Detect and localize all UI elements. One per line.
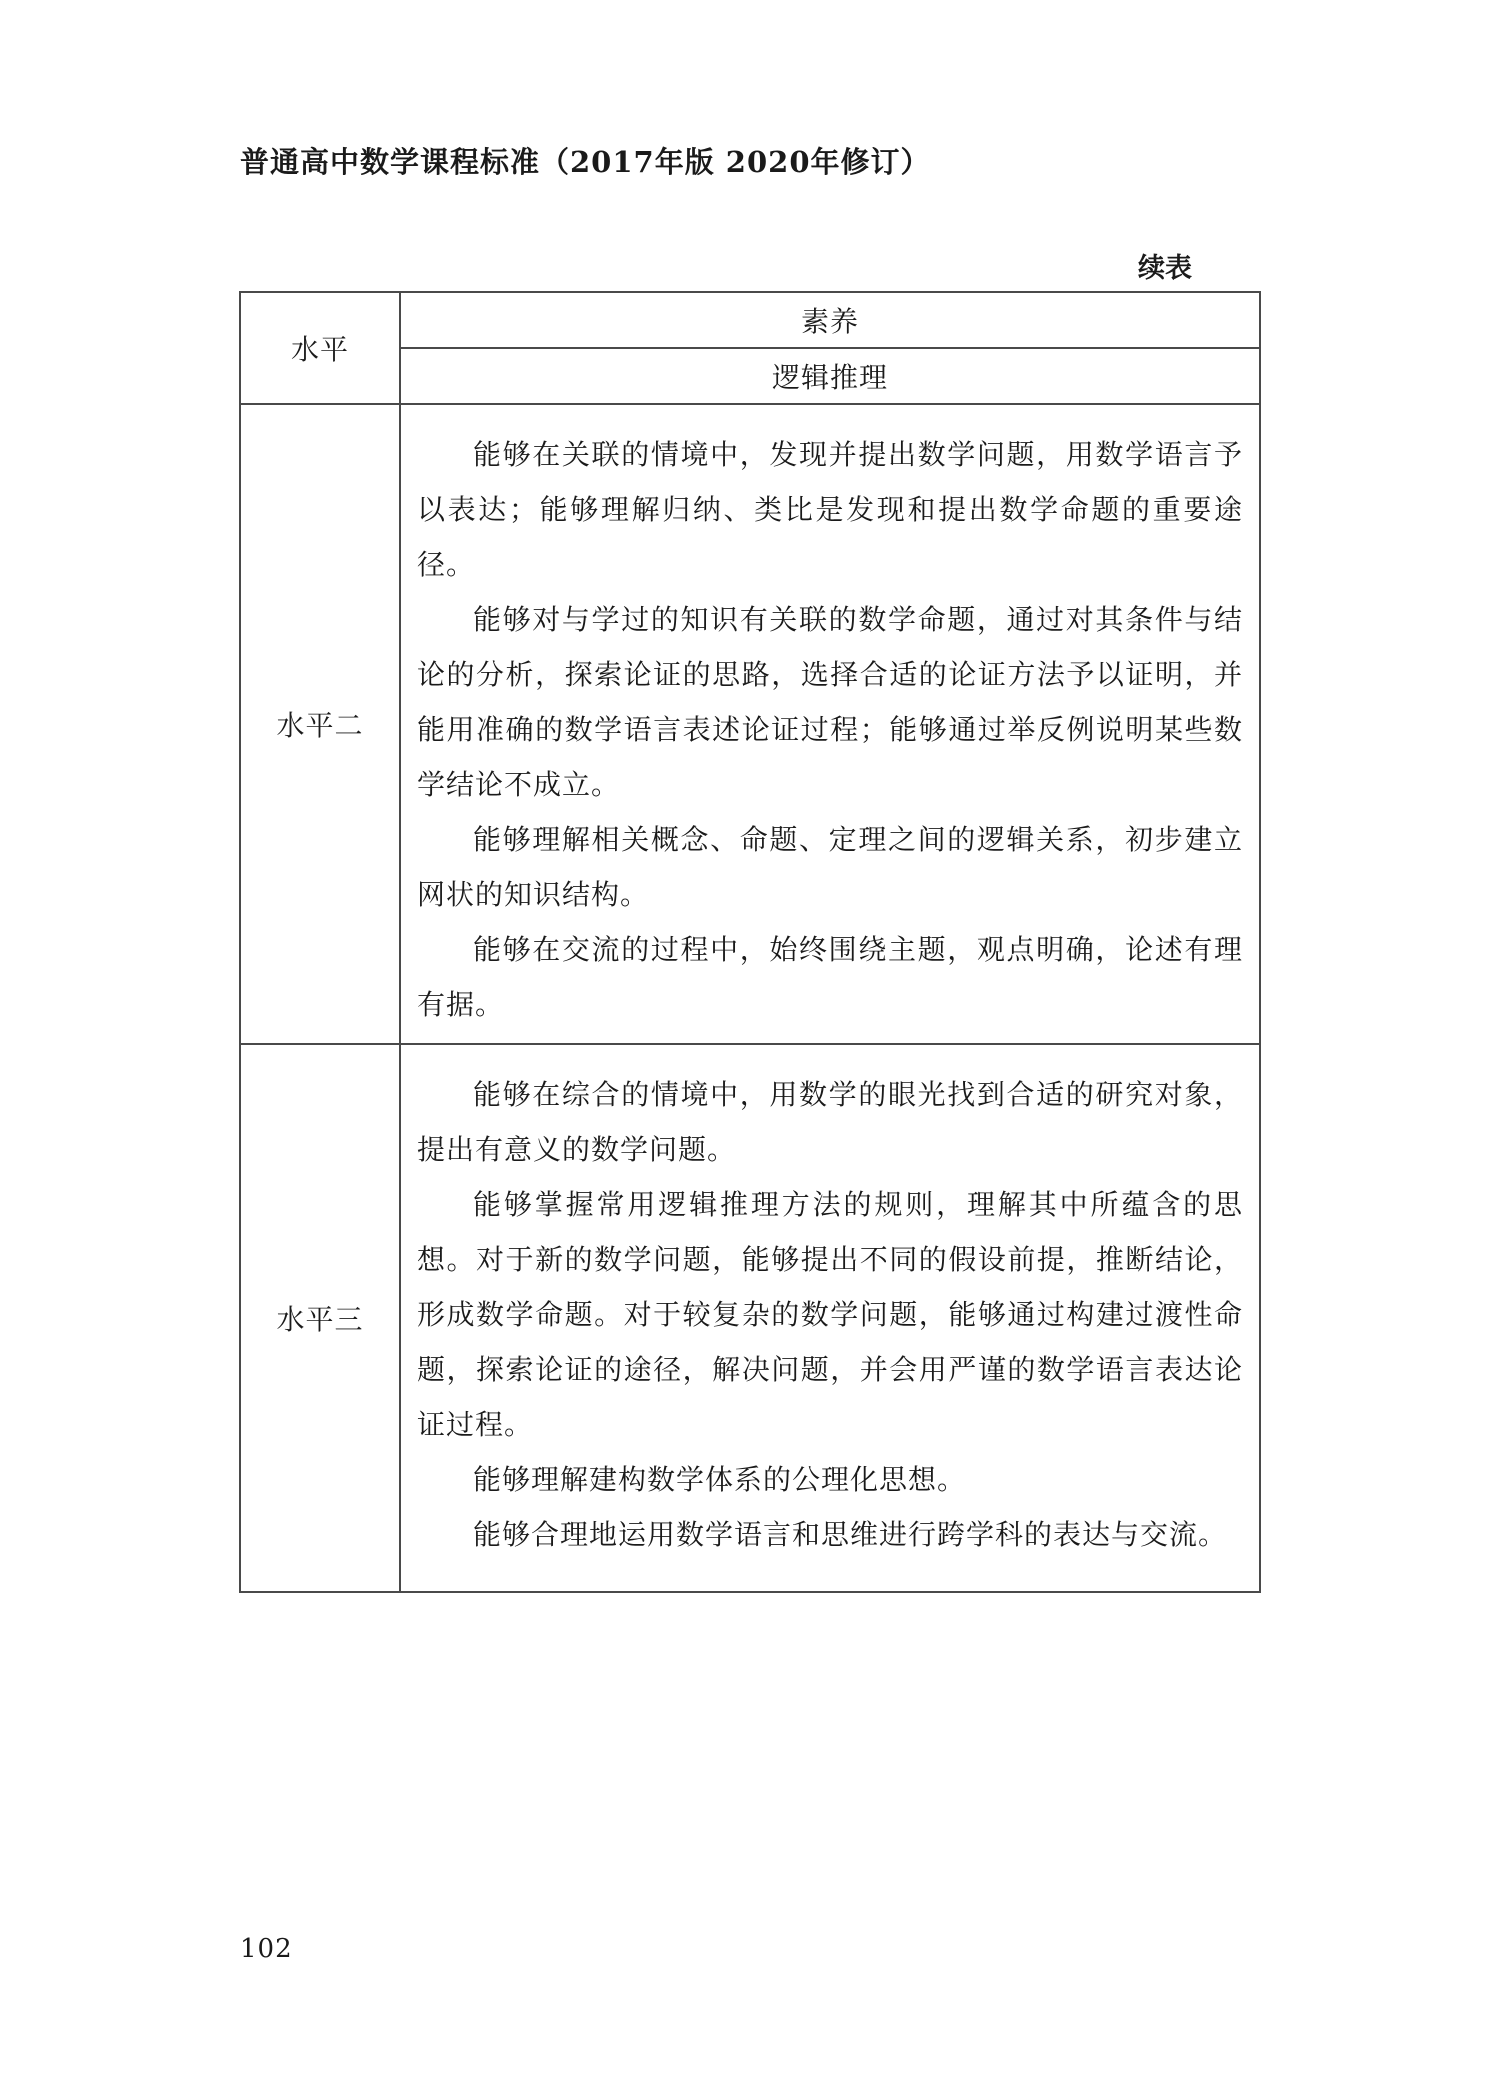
level-description-cell xyxy=(400,404,1260,1044)
suyang-header: 素养 xyxy=(400,292,1260,348)
literacy-level-table xyxy=(239,291,1261,1593)
description-paragraph: 能够在关联的情境中，发现并提出数学问题，用数学语言予以表达；能够理解归纳、类比是发现和提出数学命题的重要途径。 xyxy=(417,438,1243,581)
description-paragraph: 能够理解相关概念、命题、定理之间的逻辑关系，初步建立网状的知识结构。 xyxy=(417,823,1243,911)
level-column-header: 水平 xyxy=(240,292,400,404)
level-name-cell: 水平二 xyxy=(240,404,400,1044)
description-paragraph: 能够对与学过的知识有关联的数学命题，通过对其条件与结论的分析，探索论证的思路，选择合适的论证方法予以证明，并能用准确的数学语言表述论证过程；能够通过举反例说明某些数学结论不成立。 xyxy=(417,603,1243,801)
description-paragraph: 能够合理地运用数学语言和思维进行跨学科的表达与交流。 xyxy=(473,1518,1228,1551)
book-title: 普通高中数学课程标准（2017年版 2020年修订） xyxy=(240,145,931,179)
continued-table-label: 续表 xyxy=(1138,253,1192,284)
description-paragraph: 能够在交流的过程中，始终围绕主题，观点明确，论述有理有据。 xyxy=(417,933,1243,1021)
description-paragraph: 能够理解建构数学体系的公理化思想。 xyxy=(473,1463,967,1496)
level-description-cell xyxy=(400,1044,1260,1592)
level-name-cell: 水平三 xyxy=(240,1044,400,1592)
table-row xyxy=(240,404,1260,1044)
table-row xyxy=(240,1044,1260,1592)
description-paragraph: 能够掌握常用逻辑推理方法的规则，理解其中所蕴含的思想。对于新的数学问题，能够提出不同的假设前提，推断结论，形成数学命题。对于较复杂的数学问题，能够通过构建过渡性命题，探索论证的途径，解决问题，并会用严谨的数学语言表达论证过程。 xyxy=(417,1188,1243,1441)
description-paragraph: 能够在综合的情境中，用数学的眼光找到合适的研究对象，提出有意义的数学问题。 xyxy=(417,1078,1243,1166)
page-number: 102 xyxy=(240,1934,293,1964)
logical-reasoning-header: 逻辑推理 xyxy=(400,348,1260,404)
